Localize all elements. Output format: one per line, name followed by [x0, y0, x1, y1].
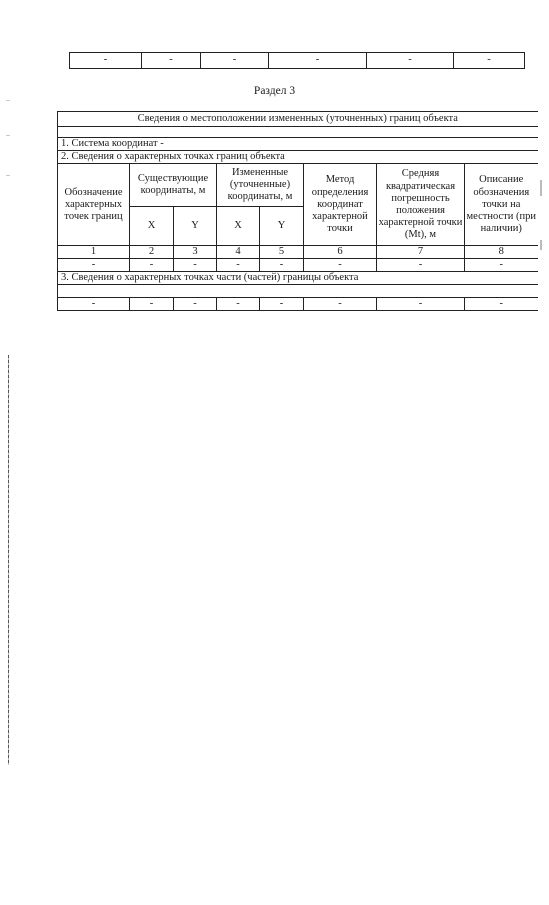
top-table-row — [70, 53, 525, 69]
table-cell: - — [465, 298, 538, 311]
header-changed-coords: Измененные (уточненные) координаты, м — [217, 164, 304, 207]
table-cell: - — [174, 298, 217, 311]
table-cell: - — [142, 53, 201, 69]
blank-row — [58, 127, 538, 138]
column-number: 6 — [304, 246, 377, 259]
table-cell: - — [70, 53, 142, 69]
part-points-section-title: 3. Сведения о характерных точках части (частей) границы объекта — [58, 272, 538, 285]
scan-speck — [540, 180, 542, 196]
column-number: 2 — [130, 246, 174, 259]
column-number: 1 — [58, 246, 130, 259]
table-row — [58, 298, 538, 311]
table-cell: - — [130, 298, 174, 311]
header-designation: Обозначение характерных точек границ — [58, 164, 130, 246]
table-cell: - — [454, 53, 525, 69]
header-mean-error: Средняя квадратическая погрешность положения характерной точки (Mt), м — [377, 164, 465, 246]
scan-speck — [540, 240, 542, 250]
scan-speck — [6, 100, 10, 101]
table-cell: - — [260, 298, 304, 311]
table-cell: - — [260, 259, 304, 272]
table-cell: - — [217, 298, 260, 311]
header-y: Y — [260, 207, 304, 246]
table-cell: - — [304, 298, 377, 311]
column-number: 8 — [465, 246, 538, 259]
scan-speck — [6, 175, 10, 176]
scan-speck — [6, 135, 10, 136]
top-table — [69, 52, 525, 69]
table-cell: - — [377, 259, 465, 272]
table-cell: - — [174, 259, 217, 272]
table-cell: - — [201, 53, 269, 69]
column-number: 5 — [260, 246, 304, 259]
header-y: Y — [174, 207, 217, 246]
column-number: 7 — [377, 246, 465, 259]
table-cell: - — [377, 298, 465, 311]
column-number: 4 — [217, 246, 260, 259]
table-cell: - — [130, 259, 174, 272]
table-cell: - — [217, 259, 260, 272]
header-method: Метод определения координат характерной точки — [304, 164, 377, 246]
table-caption: Сведения о местоположении измененных (уточненных) границ объекта — [58, 112, 538, 127]
column-numbers-row — [58, 246, 538, 259]
points-section-title: 2. Сведения о характерных точках границ объекта — [58, 151, 538, 164]
coordinate-system-row: 1. Система координат - — [58, 138, 538, 151]
boundary-points-table — [57, 111, 538, 311]
table-cell: - — [465, 259, 538, 272]
table-row — [58, 259, 538, 272]
column-number: 3 — [174, 246, 217, 259]
header-x: X — [217, 207, 260, 246]
table-cell: - — [58, 259, 130, 272]
blank-row — [58, 285, 538, 298]
section-title: Раздел 3 — [253, 85, 296, 97]
scan-margin-line — [8, 355, 9, 765]
table-cell: - — [269, 53, 367, 69]
table-cell: - — [58, 298, 130, 311]
table-cell: - — [304, 259, 377, 272]
header-existing-coords: Существующие координаты, м — [130, 164, 217, 207]
table-cell: - — [367, 53, 454, 69]
header-description: Описание обозначения точки на местности (при наличии) — [465, 164, 538, 246]
header-x: X — [130, 207, 174, 246]
